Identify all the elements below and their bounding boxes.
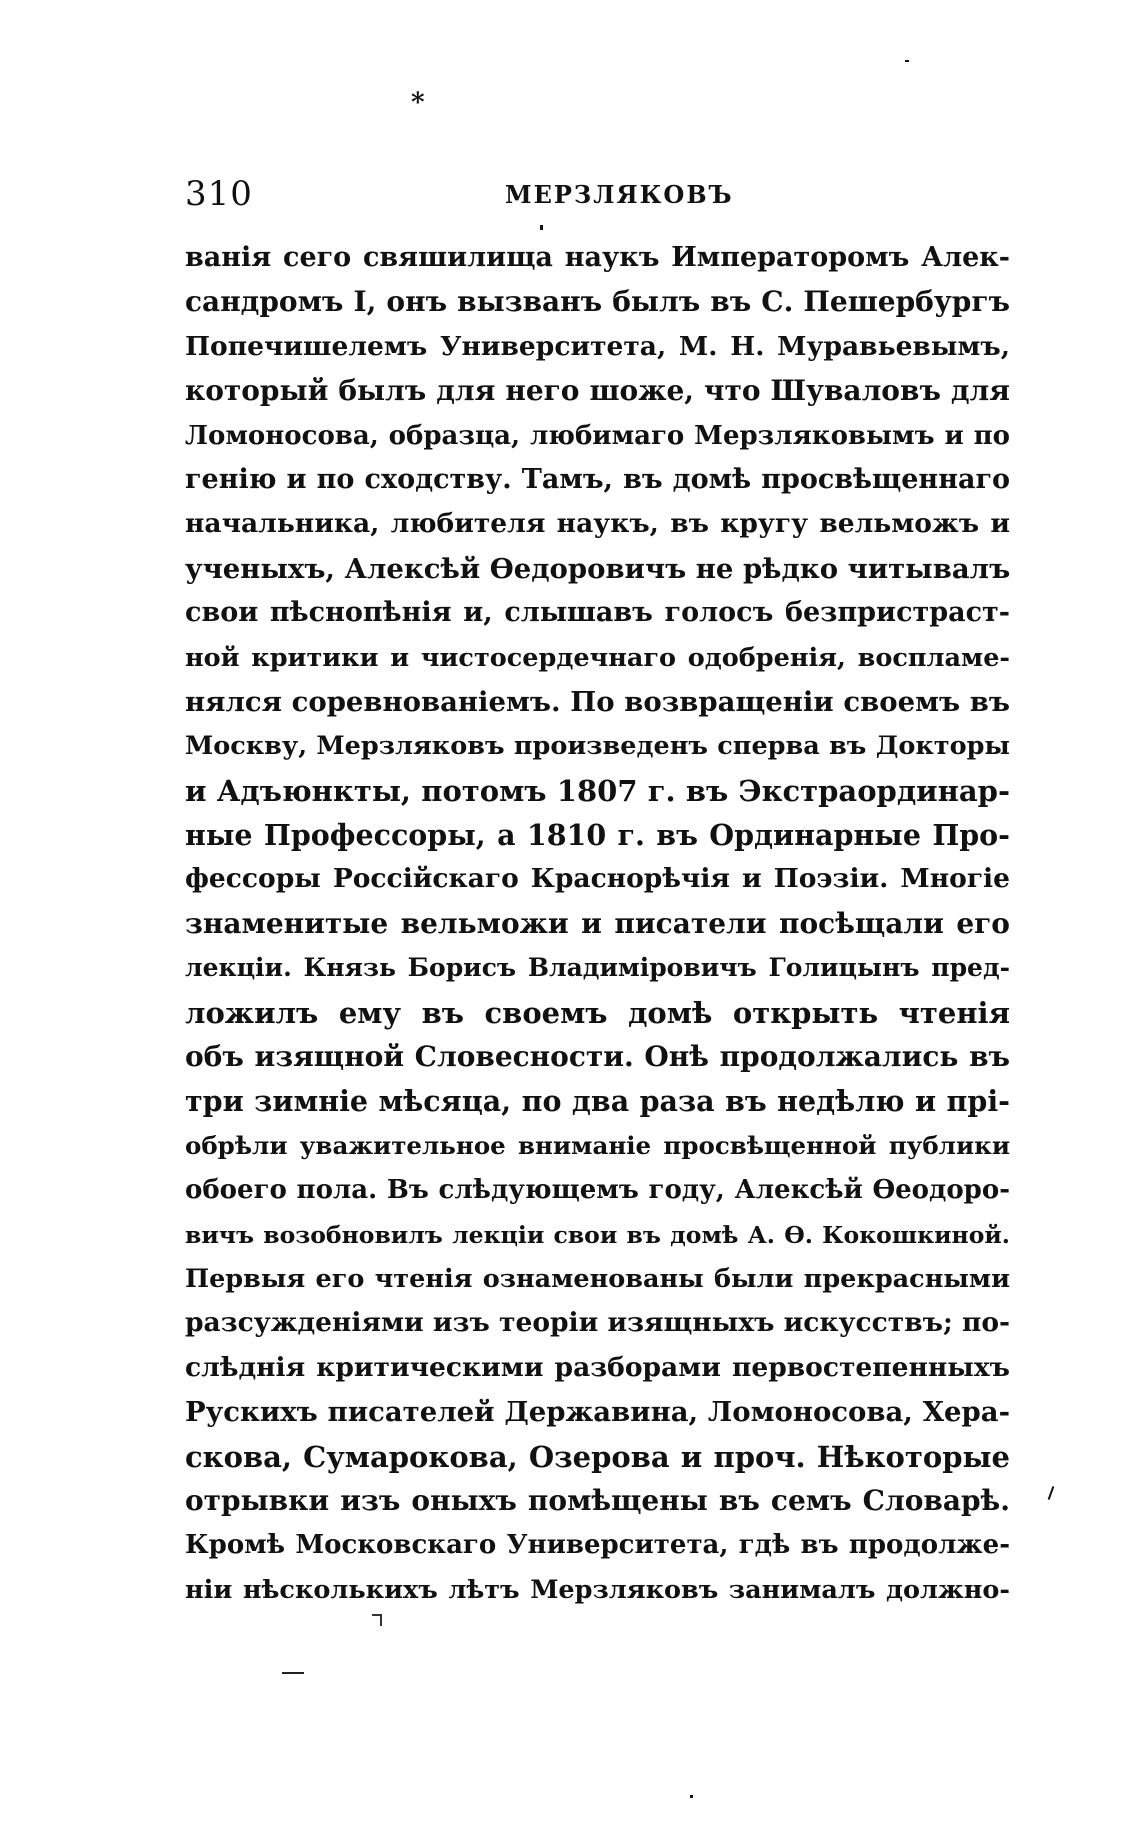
- body-text: [185, 236, 1010, 1612]
- text-line: ванія сего свяшилища наукъ Императоромъ Алек-: [185, 242, 1010, 273]
- text-line: Рускихъ писателей Державина, Ломоносова, Хера-: [185, 1396, 1010, 1429]
- running-head: [185, 174, 1010, 224]
- text-line: нялся соревнованіемъ. По возвращеніи своемъ въ: [185, 685, 1010, 718]
- text-line: ложилъ ему въ своемъ домѣ открыть чтенія: [185, 995, 1010, 1030]
- ink-speck: [1048, 1486, 1055, 1500]
- text-line: знаменитые вельможи и писатели посѣщали его: [185, 906, 1010, 940]
- ink-speck: [540, 225, 543, 230]
- text-line: ной критики и чистосердечнаго одобренія, воспламе-: [185, 642, 1010, 673]
- text-line: ные Профессоры, а 1810 г. въ Ординарные Про-: [185, 818, 1010, 853]
- text-line: лекціи. Князь Борисъ Владиміровичъ Голицынъ пред-: [185, 953, 1010, 983]
- ink-speck: [690, 1795, 693, 1798]
- text-line: вичъ возобновилъ лекціи свои въ домѣ А. Ѳ. Кокошкиной.: [185, 1220, 1010, 1249]
- text-line: ученыхъ, Алексѣй Ѳедоровичъ не рѣдко читывалъ: [185, 552, 1010, 585]
- text-line: обрѣли уважительное вниманіе просвѣщенной публики: [185, 1130, 1010, 1160]
- text-line: генію и по сходству. Тамъ, въ домѣ просвѣщеннаго: [185, 463, 1010, 495]
- text-line: фессоры Россійскаго Краснорѣчія и Поэзіи. Многіе: [185, 863, 1010, 895]
- text-line: Первыя его чтенія ознаменованы были прекрасными: [185, 1263, 1010, 1294]
- text-line: объ изящной Словесности. Онѣ продолжались въ: [185, 1040, 1010, 1074]
- text-line: свои пѣснопѣнія и, слышавъ голосъ безпристраст-: [185, 597, 1010, 629]
- text-line: начальника, любителя наукъ, въ кругу вельможъ и: [185, 508, 1010, 540]
- running-title: МЕРЗЛЯКОВЪ: [505, 180, 734, 209]
- text-line: сандромъ I, онъ вызванъ былъ въ С. Пешербургъ: [185, 285, 1010, 319]
- text-line: Попечишелемъ Университета, М. Н. Муравьевымъ,: [185, 330, 1010, 362]
- printer-mark: *: [411, 88, 425, 118]
- text-line: отрывки изъ оныхъ помѣщены въ семъ Словарѣ.: [185, 1483, 1010, 1517]
- text-line: и Адъюнкты, потомъ 1807 г. въ Экстраординар-: [185, 773, 1010, 808]
- text-line: три зимніе мѣсяца, по два раза въ недѣлю и прі-: [185, 1084, 1010, 1119]
- text-line: ніи нѣсколькихъ лѣтъ Мерзляковъ занималъ должно-: [185, 1574, 1010, 1605]
- ink-speck: [905, 60, 909, 62]
- text-line: Кромѣ Московскаго Университета, гдѣ въ продолже-: [185, 1530, 1010, 1561]
- page-number: 310: [185, 174, 253, 214]
- text-line: разсужденіями изъ теоріи изящныхъ искусствъ; по-: [185, 1307, 1010, 1339]
- text-line: слѣднія критическими разборами первостепенныхъ: [185, 1351, 1010, 1383]
- divider-mark: [282, 1672, 304, 1674]
- text-line: Ломоносова, образца, любимаго Мерзляковымъ и по: [185, 420, 1010, 451]
- printer-mark: [372, 1614, 382, 1626]
- text-line: который былъ для него шоже, что Шуваловъ для: [185, 374, 1010, 408]
- text-line: скова, Сумарокова, Озерова и проч. Нѣкоторые: [185, 1439, 1010, 1474]
- text-line: Москву, Мерзляковъ произведенъ сперва въ Докторы: [185, 731, 1010, 762]
- text-line: обоего пола. Въ слѣдующемъ году, Алексѣй Ѳеодоро-: [185, 1175, 1010, 1206]
